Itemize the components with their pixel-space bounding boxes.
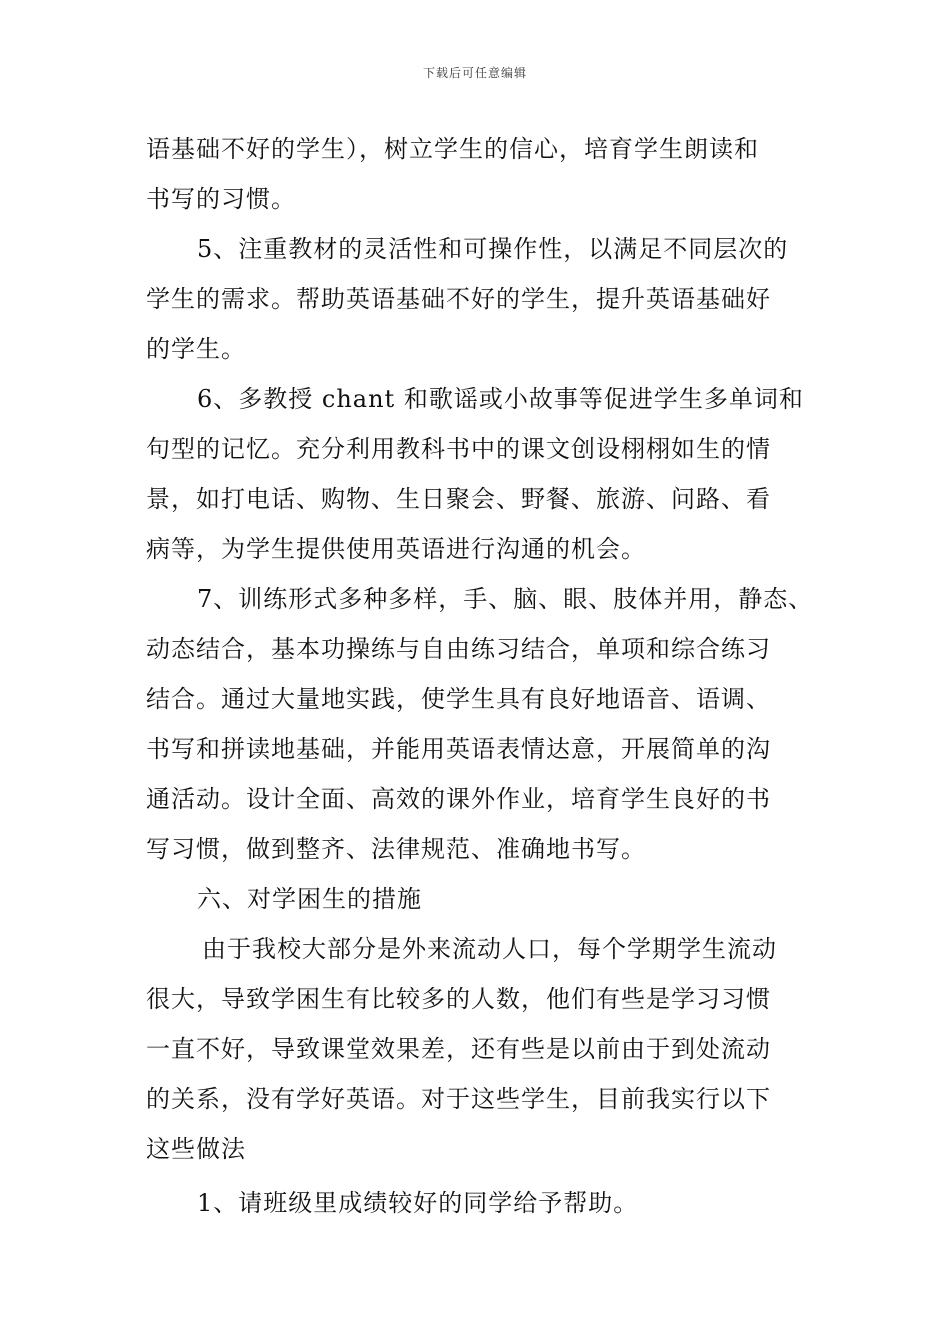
text-line: 这些做法 xyxy=(146,1135,246,1163)
text-line: 一直不好，导致课堂效果差，还有些是以前由于到处流动 xyxy=(146,1035,771,1063)
text-line: 的关系，没有学好英语。对于这些学生，目前我实行以下 xyxy=(146,1085,771,1113)
document-body xyxy=(146,124,826,1228)
text-line: 动态结合，基本功操练与自由练习结合，单项和综合练习 xyxy=(146,635,771,663)
text-line: 写习惯，做到整齐、法律规范、准确地书写。 xyxy=(146,835,646,863)
text-line: 语基础不好的学生），树立学生的信心，培育学生朗读和 xyxy=(146,135,759,163)
list-item-6: 6、多教授 chant 和歌谣或小故事等促进学生多单词和 xyxy=(197,385,804,413)
list-item-5: 5、注重教材的灵活性和可操作性，以满足不同层次的 xyxy=(197,235,789,263)
page-header: 下载后可任意编辑 xyxy=(422,66,527,80)
text-line: 结合。通过大量地实践，使学生具有良好地语音、语调、 xyxy=(146,685,771,713)
text-line: 书写和拼读地基础，并能用英语表情达意，开展简单的沟 xyxy=(146,735,771,763)
text-line: 书写的习惯。 xyxy=(146,185,296,213)
text-line: 学生的需求。帮助英语基础不好的学生，提升英语基础好 xyxy=(146,285,771,313)
paragraph-start: 由于我校大部分是外来流动人口，每个学期学生流动 xyxy=(202,935,777,963)
section-heading: 六、对学困生的措施 xyxy=(197,885,422,913)
text-line: 景，如打电话、购物、生日聚会、野餐、旅游、问路、看 xyxy=(146,485,771,513)
text-line: 句型的记忆。充分利用教科书中的课文创设栩栩如生的情 xyxy=(146,435,771,463)
list-item-1: 1、请班级里成绩较好的同学给予帮助。 xyxy=(197,1189,639,1217)
text-line: 的学生。 xyxy=(146,335,246,363)
text-line: 通活动。设计全面、高效的课外作业，培育学生良好的书 xyxy=(146,785,771,813)
list-item-7: 7、训练形式多种多样，手、脑、眼、肢体并用，静态、 xyxy=(197,585,814,613)
text-line: 很大，导致学困生有比较多的人数，他们有些是学习习惯 xyxy=(146,985,771,1013)
text-line: 病等，为学生提供使用英语进行沟通的机会。 xyxy=(146,535,646,563)
